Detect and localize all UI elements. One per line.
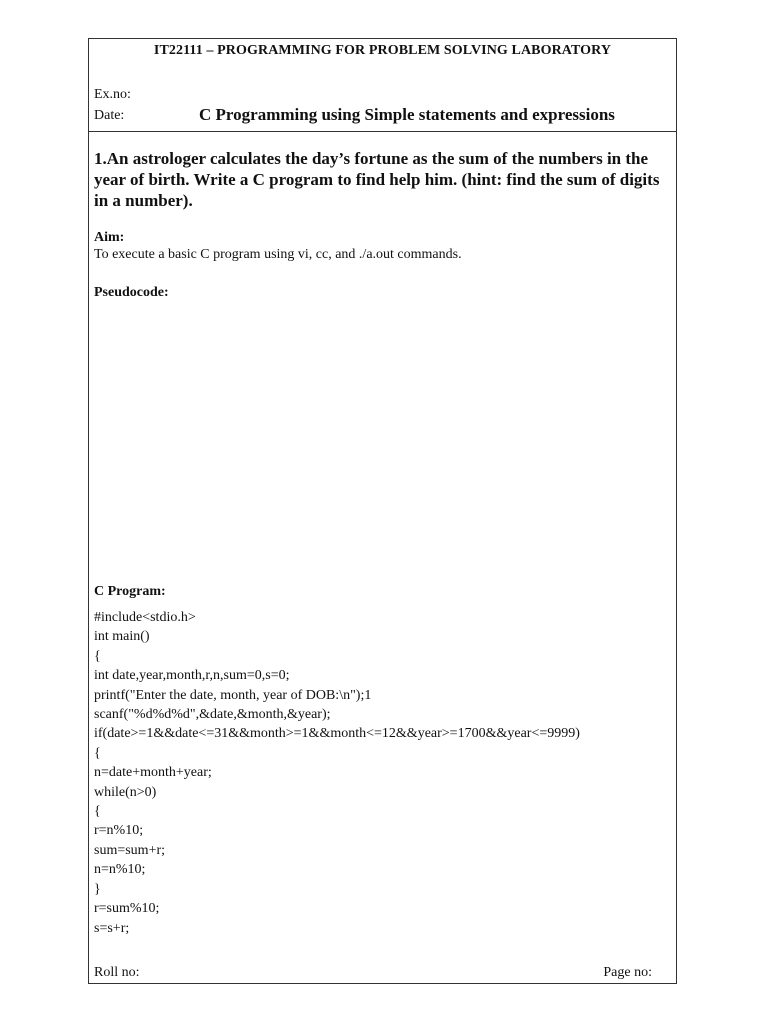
experiment-title: C Programming using Simple statements and expressions <box>199 105 615 124</box>
code-line: { <box>94 804 101 820</box>
page-no-label: Page no: <box>603 965 652 980</box>
code-line: #include<stdio.h> <box>94 610 196 625</box>
pseudocode-heading: Pseudocode: <box>94 285 169 300</box>
code-line: r=sum%10; <box>94 901 160 917</box>
code-line: { <box>94 745 101 761</box>
code-listing <box>94 608 580 938</box>
code-line: printf("Enter the date, month, year of DOB:\n");1 <box>94 687 372 703</box>
page-header <box>89 39 676 132</box>
course-title: IT22111 – PROGRAMMING FOR PROBLEM SOLVING LABORATORY <box>153 43 612 58</box>
date-label: Date: <box>94 108 125 123</box>
program-heading: C Program: <box>94 584 166 599</box>
code-line: if(date>=1&&date<=31&&month>=1&&month<=12&&year>=1700&&year<=9999) <box>94 726 580 742</box>
code-line: n=date+month+year; <box>94 765 212 781</box>
code-line: } <box>94 881 101 897</box>
question-block <box>94 148 669 211</box>
code-line: r=n%10; <box>94 823 144 839</box>
exno-label: Ex.no: <box>94 87 131 102</box>
aim-heading: Aim: <box>94 230 125 245</box>
aim-text: To execute a basic C program using vi, cc, and ./a.out commands. <box>94 247 462 262</box>
code-line: { <box>94 648 101 664</box>
code-line: sum=sum+r; <box>94 842 166 858</box>
roll-no-label: Roll no: <box>94 965 140 980</box>
code-line: int main() <box>94 629 150 645</box>
code-line: s=s+r; <box>94 920 130 936</box>
code-line: scanf("%d%d%d",&date,&month,&year); <box>94 707 331 723</box>
code-line: n=n%10; <box>94 862 146 878</box>
question-text: 1.An astrologer calculates the day’s fortune as the sum of the numbers in the year of birth. Write a C program to find help him. (hint: find the sum of digits in a number). <box>94 149 660 210</box>
document-page <box>88 38 677 984</box>
code-line: while(n>0) <box>94 784 157 800</box>
code-line: int date,year,month,r,n,sum=0,s=0; <box>94 668 290 684</box>
